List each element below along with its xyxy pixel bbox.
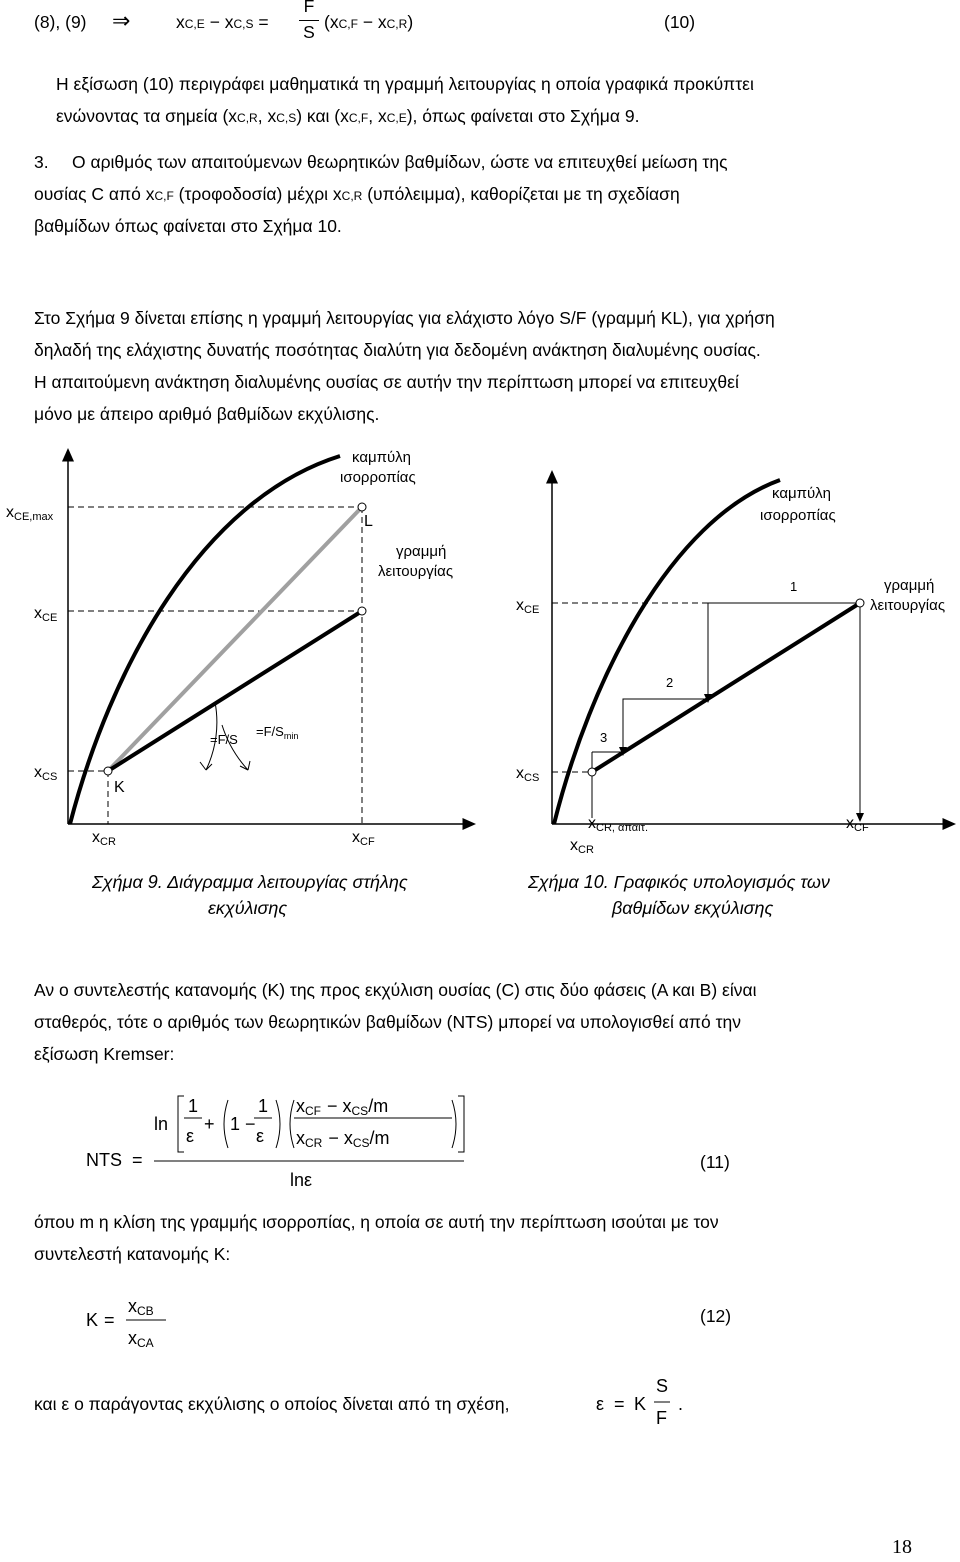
svg-text:=: =: [104, 1310, 115, 1330]
svg-text:ε: ε: [256, 1126, 265, 1146]
eq10-frac-num: F: [303, 0, 315, 16]
svg-text:xCA: xCA: [128, 1328, 154, 1350]
svg-text:=: =: [614, 1394, 625, 1414]
fig10-label-req: xCR, απαιτ.: [588, 815, 648, 834]
item3-line1: Ο αριθμός των απαιτούμενων θεωρητικών βαθμίδων, ώστε να επιτευχθεί μείωση της: [72, 152, 728, 172]
para5-text: και ε ο παράγοντας εκχύλισης ο οποίος δίνεται από τη σχέση,: [34, 1394, 510, 1414]
svg-text:.: .: [678, 1394, 684, 1414]
para2-line4: μόνο με άπειρο αριθμό βαθμίδων εκχύλισης.: [34, 404, 380, 424]
item3-line3: βαθμίδων όπως φαίνεται στο Σχήμα 10.: [34, 216, 342, 236]
svg-text:ε: ε: [596, 1394, 605, 1414]
fig10-caption-2: βαθμίδων εκχύλισης: [612, 898, 774, 918]
eps-formula: [590, 1372, 720, 1438]
fig10-label-cr: xCR: [570, 837, 594, 856]
eq11-number: (11): [700, 1152, 730, 1172]
svg-text:NTS: NTS: [86, 1150, 122, 1170]
fig9-arc-arrowhead-1: [200, 762, 212, 770]
fig9-point-L: [358, 503, 366, 511]
svg-text:ln: ln: [154, 1114, 169, 1134]
svg-text:1 −: 1 −: [230, 1114, 256, 1134]
page-number: 18: [892, 1536, 912, 1558]
fig10-caption-1: Σχήμα 10. Γραφικός υπολογισμός των: [528, 872, 830, 892]
eq11-kremser: [80, 1082, 480, 1192]
eq10-frac-bar: [299, 20, 319, 21]
eq10-body: xC,E − xC,S =: [176, 12, 269, 32]
eq12-number: (12): [700, 1306, 732, 1326]
eq10-number: (10): [664, 12, 696, 32]
fig9-label-cf: xCF: [352, 829, 375, 848]
svg-text:xCR− xCS/m: xCR − xCS/m: [296, 1128, 390, 1150]
fig9-caption-1: Σχήμα 9. Διάγραμμα λειτουργίας στήλης: [92, 872, 408, 892]
fig9-op-line-label-2: λειτουργίας: [378, 563, 454, 580]
fig9-point-K-label: K: [114, 779, 125, 796]
eq10-ref: (8), (9): [34, 12, 87, 32]
svg-text:1: 1: [258, 1096, 269, 1116]
fig10-eq-curve-label-1: καμπύλη: [772, 485, 832, 502]
eq10-rhs: (xC,F − xC,R): [324, 12, 414, 32]
svg-text:1: 1: [188, 1096, 199, 1116]
svg-text:lnε: lnε: [290, 1170, 313, 1190]
para2-line2: δηλαδή της ελάχιστης δυνατής ποσότητας διαλύτη για δεδομένη ανάκτηση διαλυμένης ουσίας.: [34, 340, 761, 360]
fig10-stage-3: 3: [600, 730, 608, 745]
para2-line1: Στο Σχήμα 9 δίνεται επίσης η γραμμή λειτουργίας για ελάχιστο λόγο S/F (γραμμή KL), για χρήση: [34, 308, 775, 328]
item3-line2: ουσίας C από xC,F (τροφοδοσία) μέχρι xC,R (υπόλειμμα), καθορίζεται με τη σχεδίαση: [34, 184, 680, 204]
para4-line2: συντελεστή κατανομής Κ:: [34, 1244, 231, 1264]
fig9-eq-curve-label-2: ισορροπίας: [340, 469, 416, 486]
figure-9-diagram: [0, 440, 480, 910]
fig10-label-cs: xCS: [516, 765, 540, 784]
fig9-point-L-label: L: [364, 513, 373, 530]
fig9-point-F: [358, 607, 366, 615]
para1-line2: ενώνοντας τα σημεία (xC,R, xC,S) και (xC,F, xC,E), όπως φαίνεται στο Σχήμα 9.: [56, 106, 640, 126]
fig9-op-line-label-1: γραμμή: [396, 543, 447, 560]
para1-line1: Η εξίσωση (10) περιγράφει μαθηματικά τη γραμμή λειτουργίας η οποία γραφικά προκύπτει: [56, 74, 754, 94]
fig10-stage-1: 1: [790, 579, 798, 594]
para2-line3: Η απαιτούμενη ανάκτηση διαλυμένης ουσίας σε αυτήν την περίπτωση μπορεί να επιτευχθεί: [34, 372, 739, 392]
fig9-label-cr: xCR: [92, 829, 116, 848]
svg-text:+: +: [204, 1114, 215, 1134]
para3-line3: εξίσωση Kremser:: [34, 1044, 175, 1064]
para3-line1: Αν ο συντελεστής κατανομής (Κ) της προς εκχύλιση ουσίας (C) στις δύο φάσεις (Α και Β) είναι: [34, 980, 757, 1000]
svg-text:xCF− xCS/m: xCF − xCS/m: [296, 1096, 389, 1118]
fig10-op-line-label-2: λειτουργίας: [870, 597, 946, 614]
para3-line2: σταθερός, τότε ο αριθμός των θεωρητικών βαθμίδων (NTS) μπορεί να υπολογισθεί από την: [34, 1012, 741, 1032]
eq12: [80, 1288, 200, 1358]
figure-10-diagram: [480, 440, 960, 870]
svg-text:K: K: [634, 1394, 647, 1414]
fig10-eq-curve-label-2: ισορροπίας: [760, 507, 836, 524]
fig9-label-ce: xCE: [34, 605, 58, 624]
eq10-frac-den: S: [303, 22, 315, 42]
fig9-eq-curve-label-1: καμπύλη: [352, 449, 412, 466]
item3-number: 3.: [34, 152, 49, 172]
fig9-angle-label-1: =F/S: [210, 732, 238, 747]
fig10-stage-2: 2: [666, 675, 674, 690]
fig10-point-end: [856, 599, 864, 607]
fig9-label-cs: xCS: [34, 764, 58, 783]
fig9-point-K: [104, 767, 112, 775]
para4-line1: όπου m η κλίση της γραμμής ισορροπίας, η οποία σε αυτή την περίπτωση ισούται με τον: [34, 1212, 719, 1232]
svg-text:F: F: [656, 1408, 667, 1428]
fig10-point-start: [588, 768, 596, 776]
fig9-caption-2: εκχύλισης: [208, 898, 288, 918]
fig9-label-cemax: xCE,max: [6, 504, 54, 523]
fig10-op-line-label-1: γραμμή: [884, 577, 935, 594]
implies-arrow: ⇒: [112, 8, 131, 33]
svg-text:S: S: [656, 1376, 669, 1396]
svg-text:K: K: [86, 1310, 99, 1330]
fig10-label-ce: xCE: [516, 597, 540, 616]
svg-text:ε: ε: [186, 1126, 195, 1146]
fig10-label-cf: xCF: [846, 815, 869, 834]
fig9-angle-label-2: $=F/S_{min}$: [256, 724, 299, 741]
svg-text:=: =: [132, 1150, 143, 1170]
svg-text:xCB: xCB: [128, 1296, 154, 1318]
